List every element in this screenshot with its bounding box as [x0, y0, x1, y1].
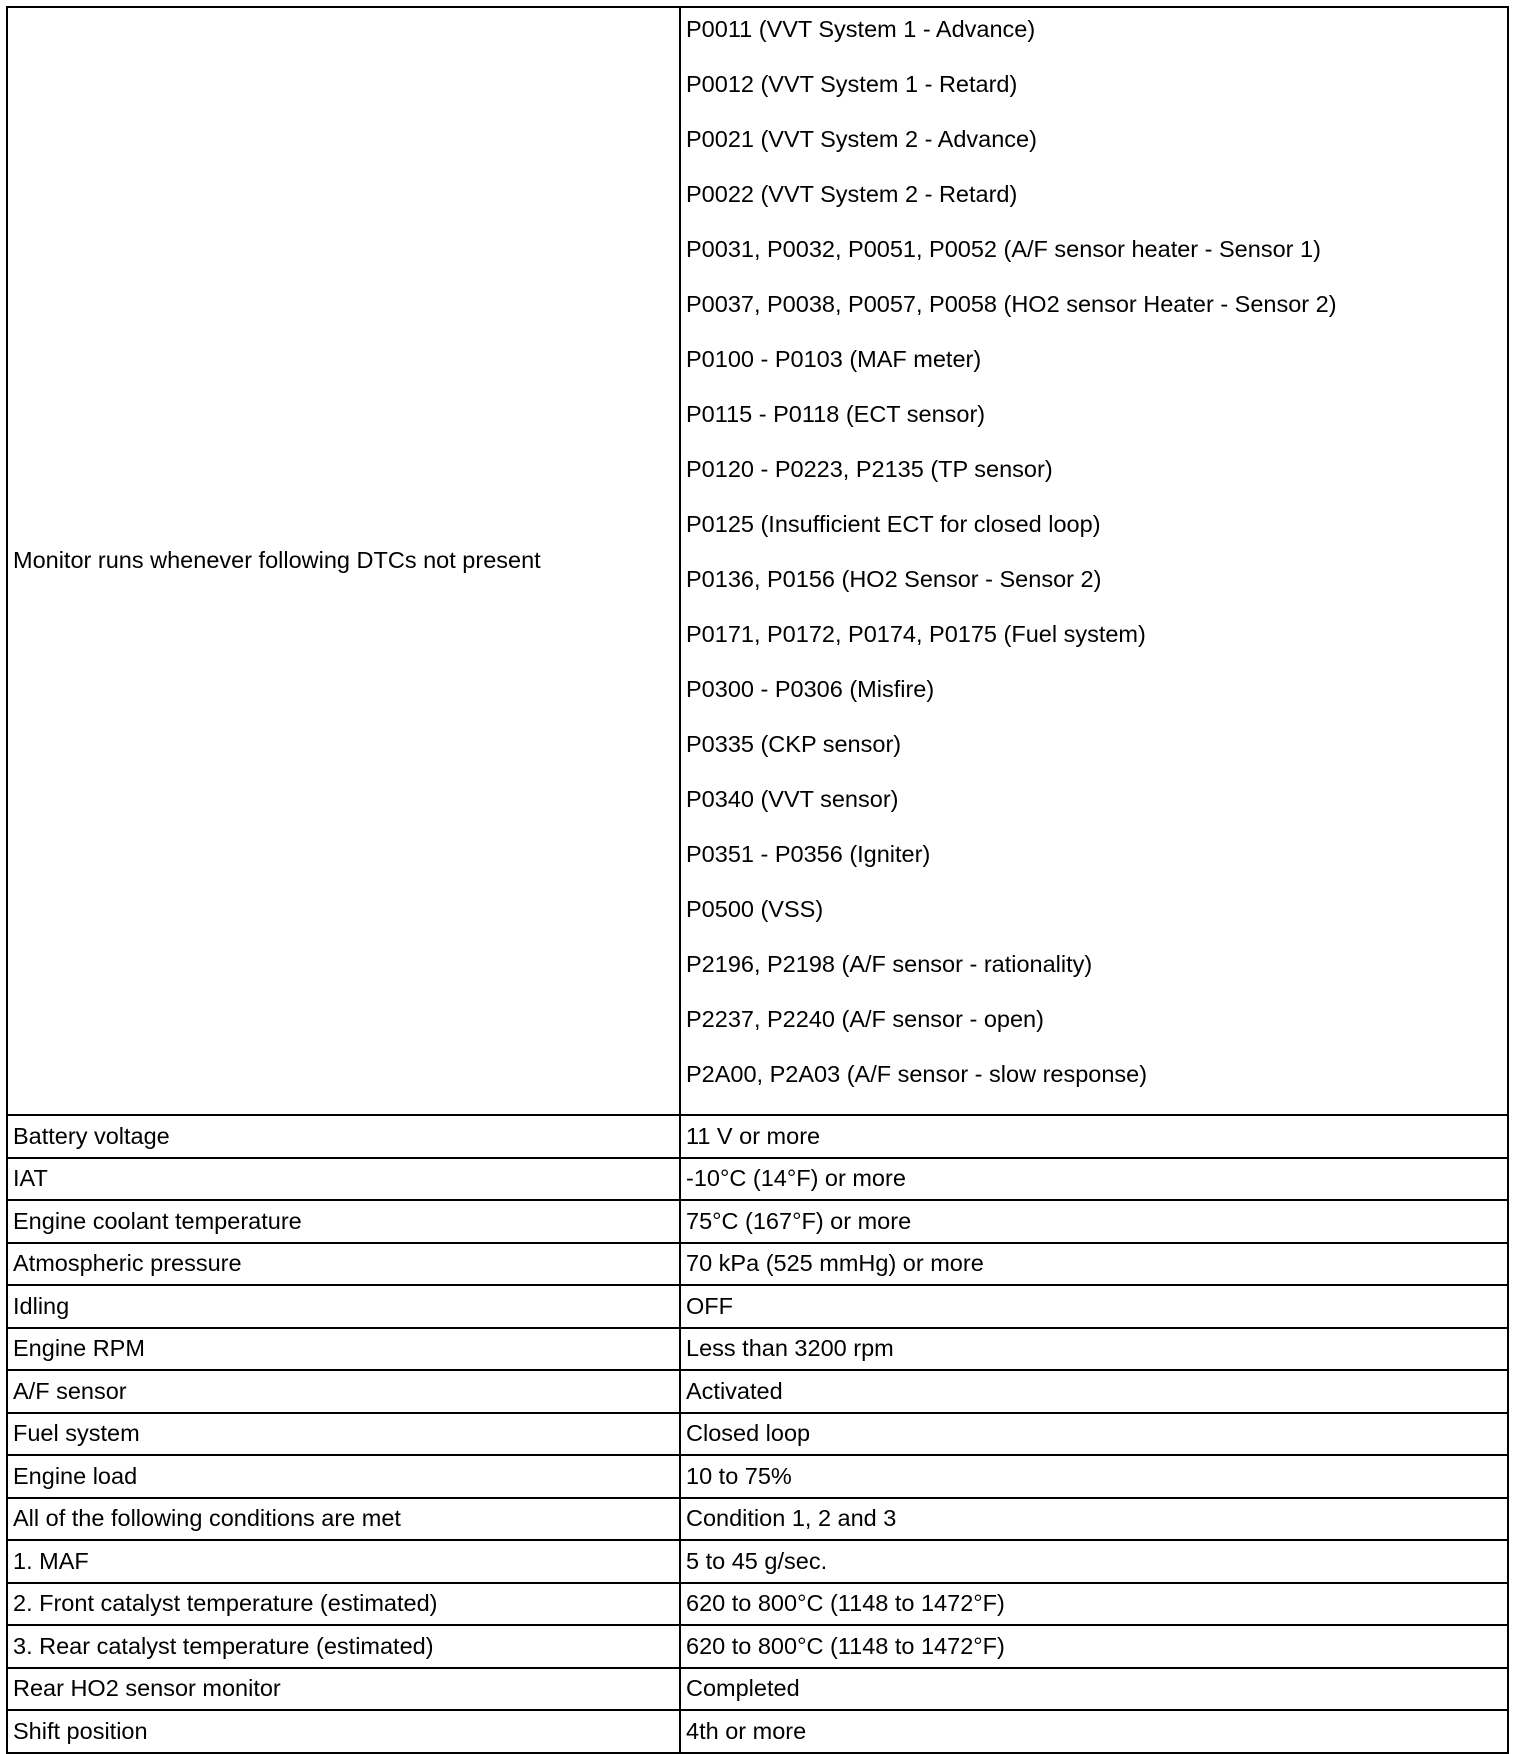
condition-label: All of the following conditions are met	[7, 1498, 680, 1541]
condition-value: Less than 3200 rpm	[680, 1328, 1508, 1371]
table-row	[7, 1498, 1508, 1541]
dtc-item: P0335 (CKP sensor)	[686, 731, 902, 757]
table-row	[7, 1413, 1508, 1456]
condition-value: Activated	[680, 1370, 1508, 1413]
condition-value: Condition 1, 2 and 3	[680, 1498, 1508, 1541]
condition-value: 70 kPa (525 mmHg) or more	[680, 1243, 1508, 1286]
condition-value: 620 to 800°C (1148 to 1472°F)	[680, 1625, 1508, 1668]
dtc-item: P0136, P0156 (HO2 Sensor - Sensor 2)	[686, 566, 1102, 592]
condition-value: Completed	[680, 1668, 1508, 1711]
condition-label: IAT	[7, 1158, 680, 1201]
dtc-item: P0021 (VVT System 2 - Advance)	[686, 126, 1037, 152]
dtc-condition-label: Monitor runs whenever following DTCs not present	[7, 7, 680, 1115]
dtc-item: P2196, P2198 (A/F sensor - rationality)	[686, 951, 1093, 977]
table-row	[7, 1540, 1508, 1583]
table-row	[7, 1200, 1508, 1243]
dtc-item: P0125 (Insufficient ECT for closed loop)	[686, 511, 1101, 537]
dtc-item: P0100 - P0103 (MAF meter)	[686, 346, 982, 372]
condition-label: Rear HO2 sensor monitor	[7, 1668, 680, 1711]
condition-label: Fuel system	[7, 1413, 680, 1456]
condition-value: OFF	[680, 1285, 1508, 1328]
table-row	[7, 1115, 1508, 1158]
table-row	[7, 1710, 1508, 1753]
dtc-item: P0012 (VVT System 1 - Retard)	[686, 71, 1018, 97]
condition-value: Closed loop	[680, 1413, 1508, 1456]
condition-label: 1. MAF	[7, 1540, 680, 1583]
table-row	[7, 1243, 1508, 1286]
dtc-item: P0351 - P0356 (Igniter)	[686, 841, 931, 867]
condition-value: 11 V or more	[680, 1115, 1508, 1158]
dtc-item: P0022 (VVT System 2 - Retard)	[686, 181, 1018, 207]
dtc-item: P0120 - P0223, P2135 (TP sensor)	[686, 456, 1053, 482]
dtc-item: P0340 (VVT sensor)	[686, 786, 899, 812]
table-row	[7, 1370, 1508, 1413]
table-row	[7, 1455, 1508, 1498]
dtc-item: P2A00, P2A03 (A/F sensor - slow response)	[686, 1061, 1148, 1087]
table-row	[7, 1625, 1508, 1668]
dtc-list	[686, 8, 1507, 1114]
dtc-item: P0011 (VVT System 1 - Advance)	[686, 16, 1036, 42]
document-page	[6, 6, 1509, 1754]
table-row	[7, 1328, 1508, 1371]
table-row	[7, 1285, 1508, 1328]
dtc-item: P0037, P0038, P0057, P0058 (HO2 sensor Heater - Sensor 2)	[686, 291, 1337, 317]
condition-value: 75°C (167°F) or more	[680, 1200, 1508, 1243]
dtc-item: P0500 (VSS)	[686, 896, 824, 922]
condition-label: Shift position	[7, 1710, 680, 1753]
condition-label: Engine RPM	[7, 1328, 680, 1371]
condition-value: 4th or more	[680, 1710, 1508, 1753]
condition-value: 10 to 75%	[680, 1455, 1508, 1498]
condition-label: Battery voltage	[7, 1115, 680, 1158]
dtc-item: P0031, P0032, P0051, P0052 (A/F sensor heater - Sensor 1)	[686, 236, 1321, 262]
condition-label: 3. Rear catalyst temperature (estimated)	[7, 1625, 680, 1668]
condition-label: 2. Front catalyst temperature (estimated)	[7, 1583, 680, 1626]
monitor-conditions-table	[6, 6, 1509, 1754]
table-row-dtc-conditions	[7, 7, 1508, 1115]
condition-label: Engine load	[7, 1455, 680, 1498]
dtc-item: P0300 - P0306 (Misfire)	[686, 676, 935, 702]
table-row	[7, 1583, 1508, 1626]
dtc-item: P0171, P0172, P0174, P0175 (Fuel system)	[686, 621, 1146, 647]
dtc-item: P2237, P2240 (A/F sensor - open)	[686, 1006, 1044, 1032]
table-body	[7, 7, 1508, 1753]
condition-label: Idling	[7, 1285, 680, 1328]
table-row	[7, 1668, 1508, 1711]
condition-value: 620 to 800°C (1148 to 1472°F)	[680, 1583, 1508, 1626]
condition-value: -10°C (14°F) or more	[680, 1158, 1508, 1201]
condition-label: A/F sensor	[7, 1370, 680, 1413]
condition-value: 5 to 45 g/sec.	[680, 1540, 1508, 1583]
dtc-list-cell	[680, 7, 1508, 1115]
condition-label: Engine coolant temperature	[7, 1200, 680, 1243]
dtc-item: P0115 - P0118 (ECT sensor)	[686, 401, 986, 427]
condition-label: Atmospheric pressure	[7, 1243, 680, 1286]
table-row	[7, 1158, 1508, 1201]
